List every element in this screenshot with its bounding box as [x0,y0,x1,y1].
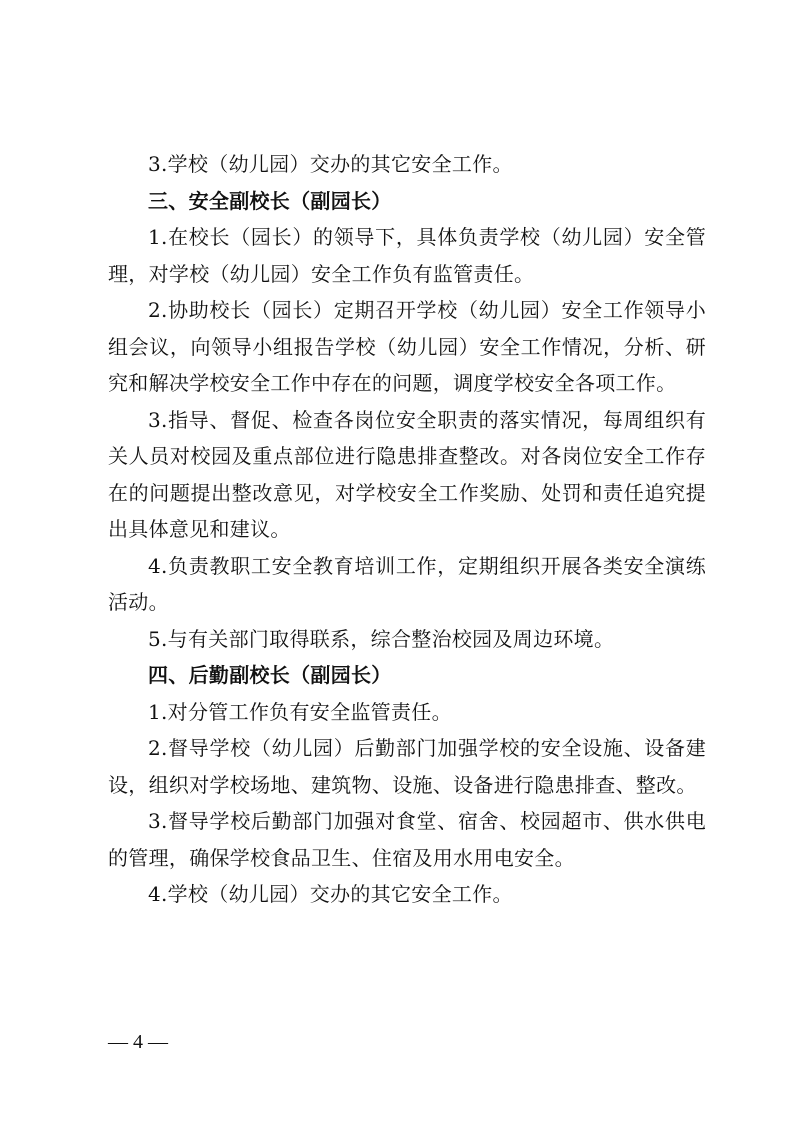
paragraph-item-2-facilities: 2.督导学校（幼儿园）后勤部门加强学校的安全设施、设备建设，组织对学校场地、建筑物、设施、设备进行隐患排查、整改。 [108,736,706,797]
paragraph-item-2-assist-principal: 2.协助校长（园长）定期召开学校（幼儿园）安全工作领导小组会议，向领导小组报告学校（幼儿园）安全工作情况，分析、研究和解决学校安全工作中存在的问题，调度学校安全各项工作。 [108,298,706,395]
paragraph-item-4-entrusted-work: 4.学校（幼儿园）交办的其它安全工作。 [148,882,513,906]
page-number: — 4 — [108,1031,168,1053]
section-heading-logistics-vice-principal: 四、后勤副校长（副园长） [148,663,392,687]
paragraph-item-1-safety-management: 1.在校长（园长）的领导下，具体负责学校（幼儿园）安全管理，对学校（幼儿园）安全工作负有监管责任。 [108,225,706,286]
paragraph-item-5-liaison: 5.与有关部门取得联系，综合整治校园及周边环境。 [148,626,615,651]
paragraph-item-3-entrusted-work: 3.学校（幼儿园）交办的其它安全工作。 [148,152,513,176]
paragraph-item-1-supervision: 1.对分管工作负有安全监管责任。 [148,699,452,724]
section-heading-safety-vice-principal: 三、安全副校长（副园长） [148,188,392,213]
paragraph-item-3-canteen-dorm: 3.督导学校后勤部门加强对食堂、宿舍、校园超市、供水供电的管理，确保学校食品卫生、住宿及用水用电安全。 [108,809,706,870]
paragraph-item-4-training: 4.负责教职工安全教育培训工作，定期组织开展各类安全演练活动。 [108,553,706,614]
paragraph-item-3-inspection: 3.指导、督促、检查各岗位安全职责的落实情况，每周组织有关人员对校园及重点部位进行隐患排查整改。对各岗位安全工作存在的问题提出整改意见，对学校安全工作奖励、处罚和责任追究提出具体意见和建议。 [108,407,706,541]
document-body [108,146,706,913]
